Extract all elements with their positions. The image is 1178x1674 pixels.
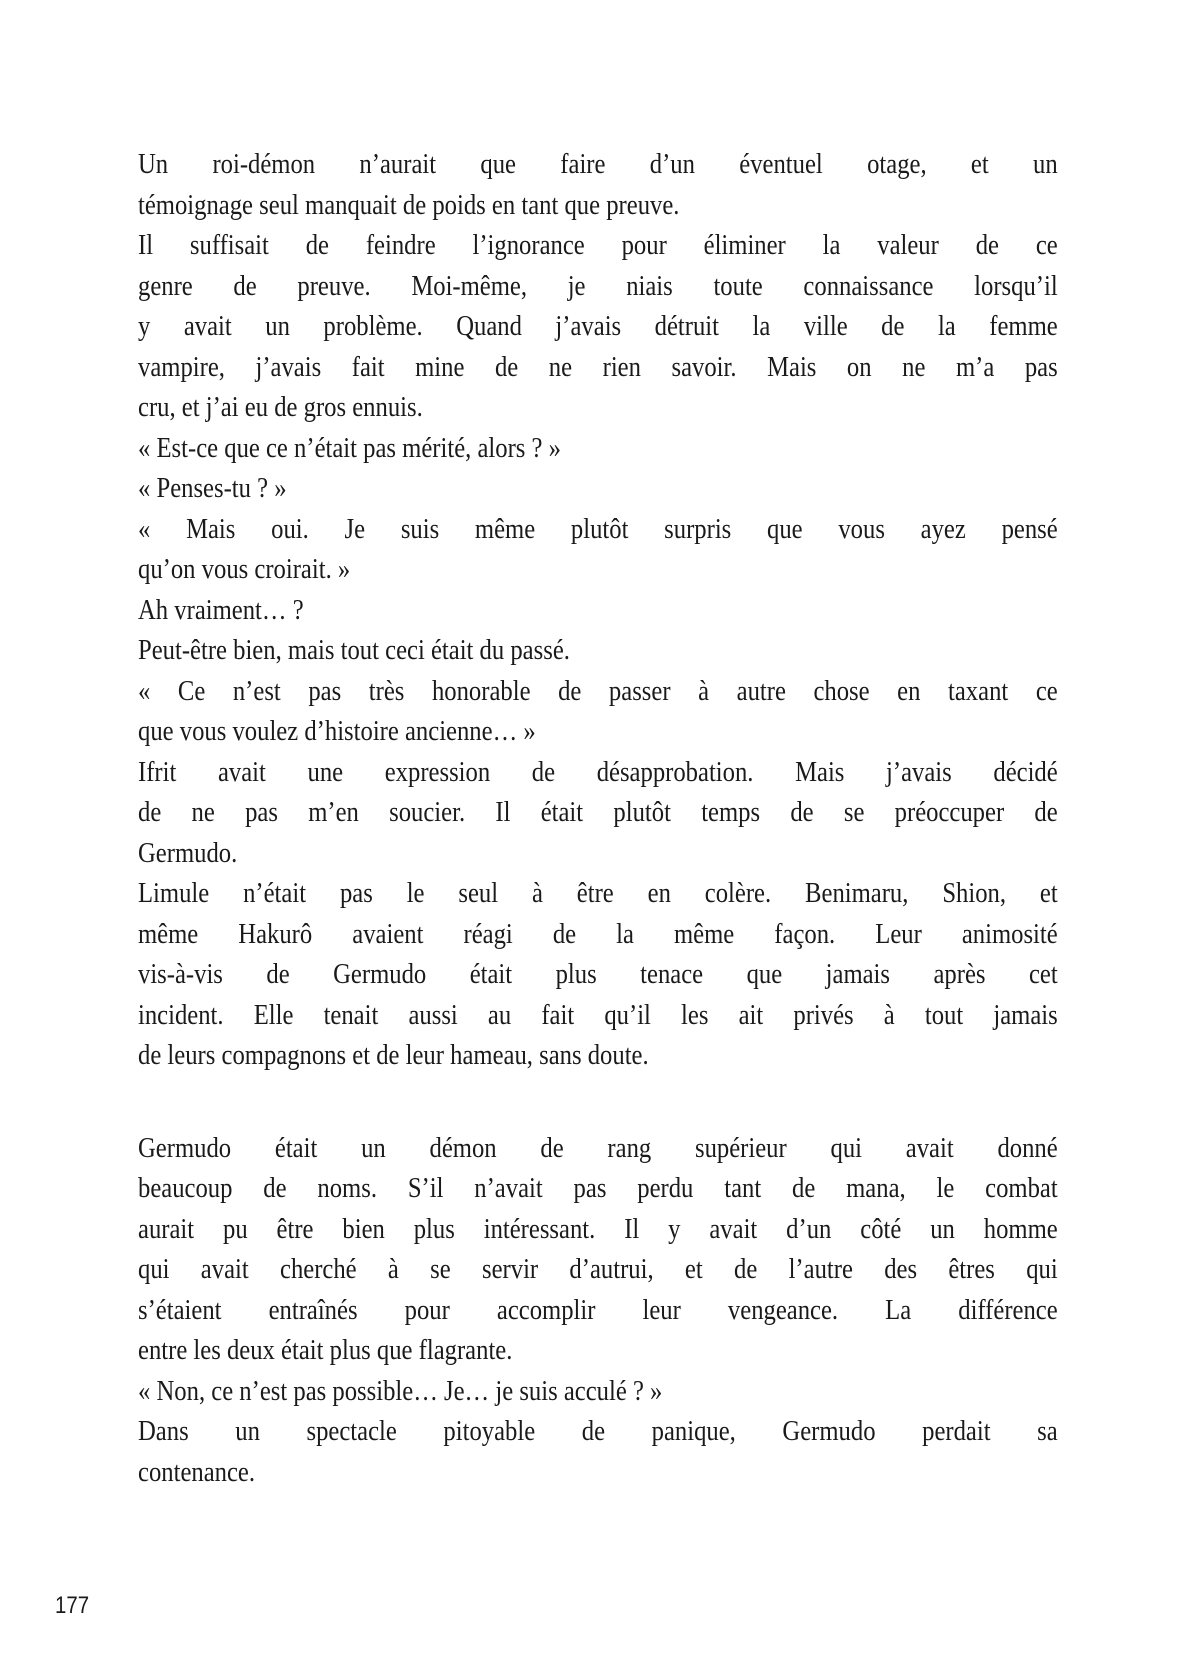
text-line xyxy=(138,428,1058,469)
text-line-content: Ifrit avait une expression de désapprobation. Mais j’avais décidé xyxy=(138,755,1058,788)
text-line-content: cru, et j’ai eu de gros ennuis. xyxy=(138,391,423,423)
text-line xyxy=(138,509,1058,550)
paragraph xyxy=(138,630,1058,671)
text-line-content: Germudo était un démon de rang supérieur qui avait donné xyxy=(138,1131,1058,1164)
text-line xyxy=(138,347,1058,388)
text-line-content: « Non, ce n’est pas possible… Je… je suis acculé ? » xyxy=(138,1374,663,1407)
text-line-content: Limule n’était pas le seul à être en colère. Benimaru, Shion, et xyxy=(138,877,1058,909)
text-line-content: genre de preuve. Moi-même, je niais toute connaissance lorsqu’il xyxy=(138,269,1058,302)
text-line xyxy=(138,1371,1058,1412)
text-line xyxy=(138,590,1058,631)
text-line-content: s’étaient entraînés pour accomplir leur vengeance. La différence xyxy=(138,1293,1058,1326)
paragraph xyxy=(138,590,1058,631)
text-line-content: « Mais oui. Je suis même plutôt surpris que vous ayez pensé xyxy=(138,512,1058,545)
text-line xyxy=(138,833,1058,874)
paragraph xyxy=(138,671,1058,752)
paragraph xyxy=(138,509,1058,590)
text-line-content: contenance. xyxy=(138,1455,256,1488)
text-line xyxy=(138,266,1058,307)
text-line xyxy=(138,671,1058,712)
paragraph xyxy=(138,1128,1058,1371)
text-line xyxy=(138,468,1058,509)
text-line xyxy=(138,954,1058,995)
text-line-content: « Est-ce que ce n’était pas mérité, alors ? » xyxy=(138,431,561,464)
text-line xyxy=(138,914,1058,955)
text-line-content: de ne pas m’en soucier. Il était plutôt temps de se préoccuper de xyxy=(138,796,1058,828)
text-line xyxy=(138,792,1058,833)
text-line xyxy=(138,1128,1058,1169)
text-line-content: beaucoup de noms. S’il n’avait pas perdu tant de mana, le combat xyxy=(138,1172,1058,1204)
text-line-content: qu’on vous croirait. » xyxy=(138,553,351,585)
section-break xyxy=(138,1076,1058,1128)
text-line xyxy=(138,752,1058,793)
text-line xyxy=(138,1168,1058,1209)
text-line-content: que vous voulez d’histoire ancienne… » xyxy=(138,715,536,747)
text-line-content: Dans un spectacle pitoyable de panique, Germudo perdait sa xyxy=(138,1415,1058,1447)
text-line-content: Un roi-démon n’aurait que faire d’un éventuel otage, et un xyxy=(138,148,1058,180)
text-line-content: aurait pu être bien plus intéressant. Il y avait d’un côté un homme xyxy=(138,1212,1058,1245)
text-line-content: vampire, j’avais fait mine de ne rien savoir. Mais on ne m’a pas xyxy=(138,350,1058,383)
text-line-content: témoignage seul manquait de poids en tant que preuve. xyxy=(138,188,680,221)
text-line-content: Peut-être bien, mais tout ceci était du passé. xyxy=(138,634,570,666)
text-line-content: vis-à-vis de Germudo était plus tenace que jamais après cet xyxy=(138,958,1058,990)
page-number: 177 xyxy=(55,1592,90,1619)
text-line-content: Il suffisait de feindre l’ignorance pour éliminer la valeur de ce xyxy=(138,229,1058,261)
body-text xyxy=(138,144,1058,1492)
text-line-content: incident. Elle tenait aussi au fait qu’il les ait privés à tout jamais xyxy=(138,998,1058,1031)
paragraph xyxy=(138,144,1058,225)
text-line-content: de leurs compagnons et de leur hameau, sans doute. xyxy=(138,1039,649,1071)
text-line-content: y avait un problème. Quand j’avais détruit la ville de la femme xyxy=(138,310,1058,342)
text-line xyxy=(138,873,1058,914)
paragraph xyxy=(138,873,1058,1076)
text-line xyxy=(138,387,1058,428)
paragraph xyxy=(138,428,1058,469)
paragraph xyxy=(138,752,1058,874)
text-line xyxy=(138,1209,1058,1250)
text-line-content: « Ce n’est pas très honorable de passer à autre chose en taxant ce xyxy=(138,674,1058,707)
text-line xyxy=(138,1452,1058,1493)
paragraph xyxy=(138,1411,1058,1492)
paragraph xyxy=(138,1371,1058,1412)
text-line xyxy=(138,144,1058,185)
text-line-content: qui avait cherché à se servir d’autrui, et de l’autre des êtres qui xyxy=(138,1253,1058,1285)
text-line-content: même Hakurô avaient réagi de la même façon. Leur animosité xyxy=(138,917,1058,950)
text-line xyxy=(138,185,1058,226)
text-line xyxy=(138,1411,1058,1452)
text-line xyxy=(138,1035,1058,1076)
text-line xyxy=(138,995,1058,1036)
text-line xyxy=(138,630,1058,671)
text-line xyxy=(138,306,1058,347)
text-line-content: « Penses-tu ? » xyxy=(138,472,287,504)
paragraph xyxy=(138,468,1058,509)
paragraph xyxy=(138,225,1058,428)
text-line xyxy=(138,1290,1058,1331)
text-line xyxy=(138,1330,1058,1371)
text-line xyxy=(138,1249,1058,1290)
text-line xyxy=(138,225,1058,266)
text-line-content: Germudo. xyxy=(138,836,238,869)
text-line xyxy=(138,549,1058,590)
text-line-content: entre les deux était plus que flagrante. xyxy=(138,1334,513,1366)
text-line xyxy=(138,711,1058,752)
text-line-content: Ah vraiment… ? xyxy=(138,593,304,626)
